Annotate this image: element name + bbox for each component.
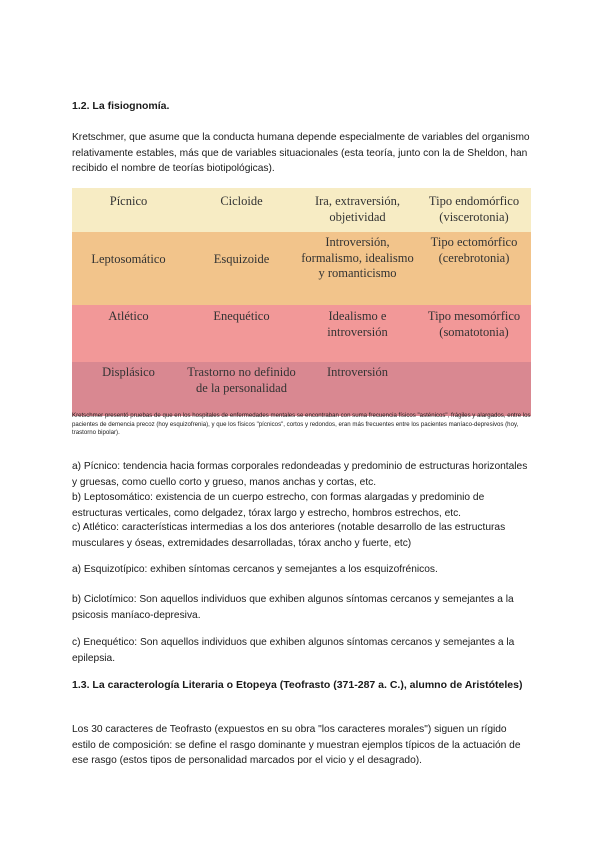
table-cell: Leptosomático	[91, 252, 166, 266]
table-cell: Displásico	[102, 365, 155, 379]
table-cell: Trastorno no definido de la personalidad	[187, 365, 296, 395]
table-cell: Cicloide	[220, 194, 263, 208]
section-heading-1-3: 1.3. La caracterología Literaria o Etopeya (Teofrasto (371-287 a. C.), alumno de Aristóteles)	[72, 679, 523, 691]
section-heading-1-2: 1.2. La fisiognomía.	[72, 100, 170, 112]
personality-esquizotipico: a) Esquizotípico: exhiben síntomas cercanos y semejantes a los esquizofrénicos.	[72, 564, 438, 575]
type-picnico: a) Pícnico: tendencia hacia formas corporales redondeadas y predominio de estructuras horizontales y gruesas, como cuello corto y grueso, manos anchas y cortas, etc.	[72, 461, 528, 488]
personality-ciclotimico: b) Ciclotímico: Son aquellos individuos que exhiben algunos síntomas cercanos y semejantes a la psicosis maníaco-depresiva.	[72, 594, 514, 621]
table-cell: Introversión, formalismo, idealismo y romanticismo	[301, 235, 414, 280]
biotype-table	[72, 188, 531, 416]
table-row	[72, 305, 531, 362]
table-cell: Introversión	[326, 365, 389, 379]
table-cell: Tipo ectomórfico (cerebrotonia)	[430, 235, 518, 265]
table-caption: Kretschmer presentó pruebas de que en los hospitales de enfermedades mentales se encontraban con suma frecuencia físicos "asténicos", frágiles y alargados, entre los pacientes de demencia precoz (hoy esquizofrenia), y que los físicos "pícnicos", cortos y redondos, eran más frecuentes entre los pacientes maníaco-depresivos (hoy, trastorno bipolar).	[72, 412, 531, 437]
table-cell: Tipo endomórfico (viscerotonia)	[428, 194, 520, 224]
table-cell	[417, 362, 531, 365]
table-cell: Pícnico	[109, 194, 148, 208]
table-row	[72, 188, 531, 232]
intro-paragraph: Kretschmer, que asume que la conducta humana depende especialmente de variables del organismo relativamente estables, más que de variables situacionales (esta teoría, junto con la de Sheldon, han recibido el nombre de teorías biotipológicas).	[72, 132, 530, 174]
table-cell: Ira, extraversión, objetividad	[314, 194, 401, 224]
table-cell: Tipo mesomórfico (somatotonia)	[427, 309, 521, 339]
table-cell: Atlético	[108, 309, 149, 323]
personality-enequetico: c) Enequético: Son aquellos individuos que exhiben algunos síntomas cercanos y semejantes a la epilepsia.	[72, 637, 515, 664]
table-cell: Esquizoide	[213, 252, 270, 266]
teofrasto-paragraph: Los 30 caracteres de Teofrasto (expuestos en su obra "los caracteres morales") siguen un rígido estilo de composición: se define el rasgo dominante y muestran ejemplos típicos de la actuación de ese rasgo (estos tipos de personalidad marcados por el vicio y el desagrado).	[72, 724, 521, 766]
table-cell: Idealismo e introversión	[327, 309, 388, 339]
table-row	[72, 362, 531, 416]
table-cell: Enequético	[213, 309, 270, 323]
type-atletico: c) Atlético: características intermedias a los dos anteriores (notable desarrollo de las estructuras musculares y óseas, extremidades desarrolladas, tórax ancho y fuerte, etc)	[72, 522, 506, 549]
type-leptosomatico: b) Leptosomático: existencia de un cuerpo estrecho, con formas alargadas y predominio de estructuras verticales, como delgadez, tórax largo y estrecho, hombros estrechos, etc.	[72, 492, 485, 519]
table-row	[72, 232, 531, 305]
